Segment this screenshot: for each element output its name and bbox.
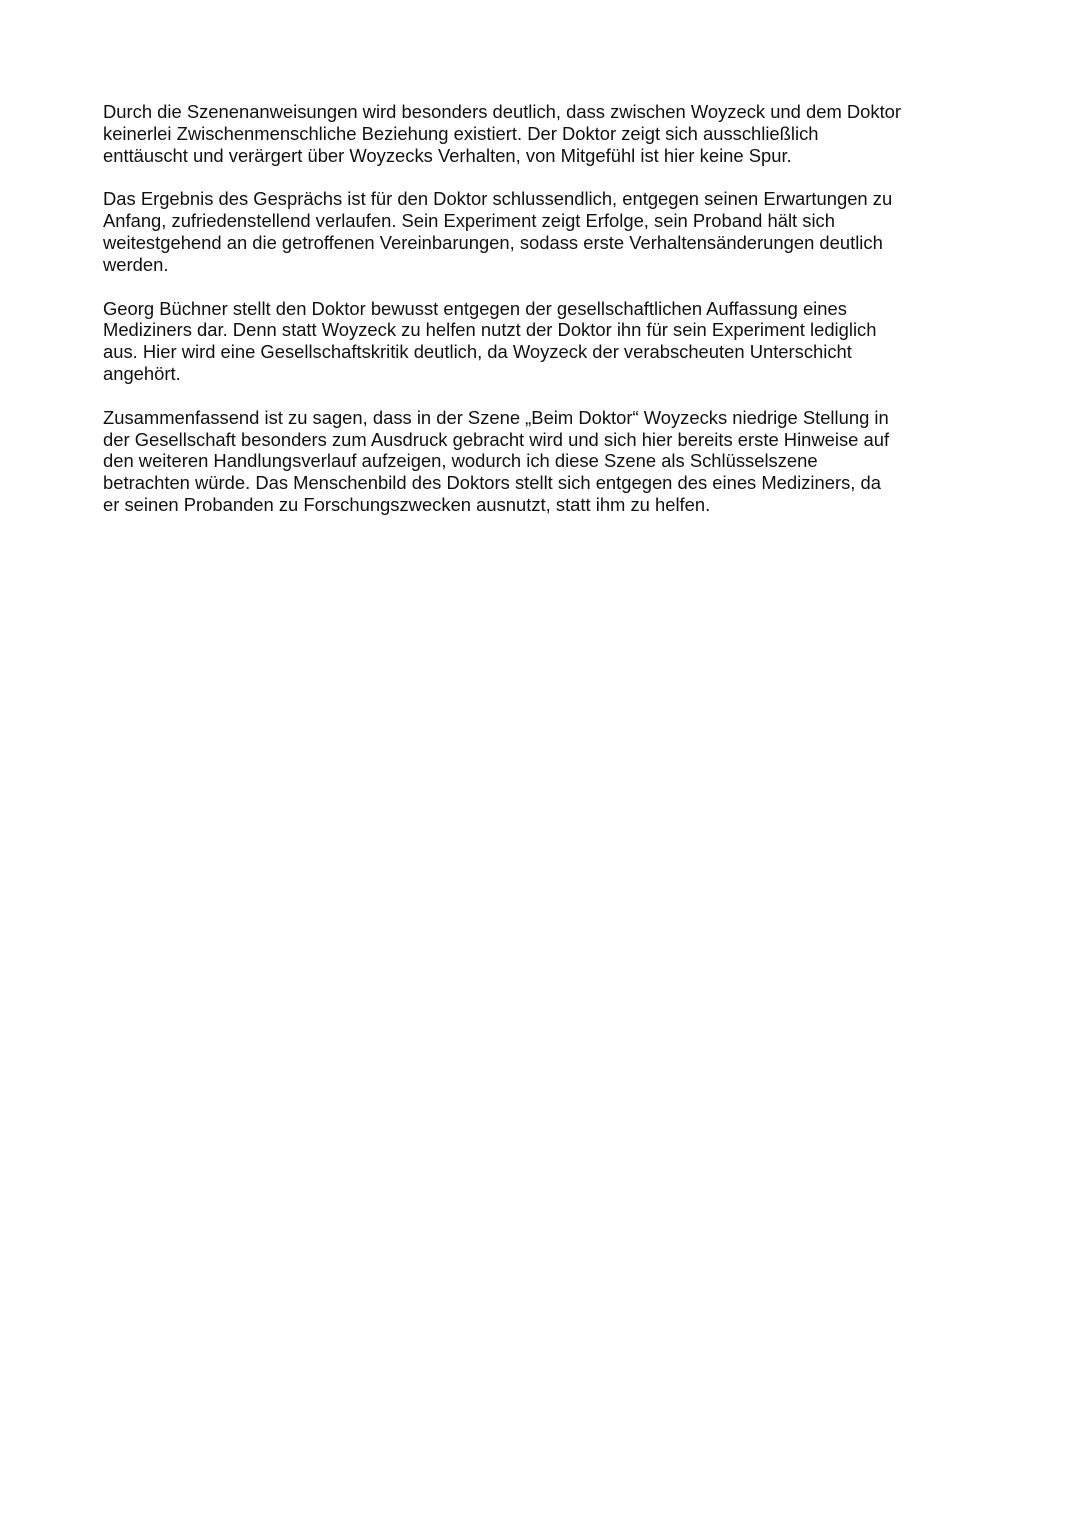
document-body	[103, 101, 983, 538]
paragraph-stage-directions: Durch die Szenenanweisungen wird besonders deutlich, dass zwischen Woyzeck und dem Doktor keinerlei Zwischenmenschliche Beziehung existiert. Der Doktor zeigt sich ausschließlich enttäuscht und verärgert über Woyzecks Verhalten, von Mitgefühl ist hier keine Spur.	[103, 101, 902, 166]
paragraph-conversation-result: Das Ergebnis des Gesprächs ist für den Doktor schlussendlich, entgegen seinen Erwartungen zu Anfang, zufriedenstellend verlaufen. Sein Experiment zeigt Erfolge, sein Proband hält sich weitestgehend an die getroffenen Vereinbarungen, sodass erste Verhaltensänderungen deutlich werden.	[103, 188, 893, 275]
paragraph-conclusion: Zusammenfassend ist zu sagen, dass in der Szene „Beim Doktor“ Woyzecks niedrige Stellung in der Gesellschaft besonders zum Ausdruck gebracht wird und sich hier bereits erste Hinweise auf den weiteren Handlungsverlauf aufzeigen, wodurch ich diese Szene als Schlüsselszene betrachten würde. Das Menschenbild des Doktors stellt sich entgegen des eines Mediziners, da er seinen Probanden zu Forschungszwecken ausnutzt, statt ihm zu helfen.	[103, 406, 890, 515]
paragraph-social-criticism: Georg Büchner stellt den Doktor bewusst entgegen der gesellschaftlichen Auffassung eines Mediziners dar. Denn statt Woyzeck zu helfen nutzt der Doktor ihn für sein Experiment lediglich aus. Hier wird eine Gesellschaftskritik deutlich, da Woyzeck der verabscheuten Unterschicht angehört.	[103, 297, 877, 384]
